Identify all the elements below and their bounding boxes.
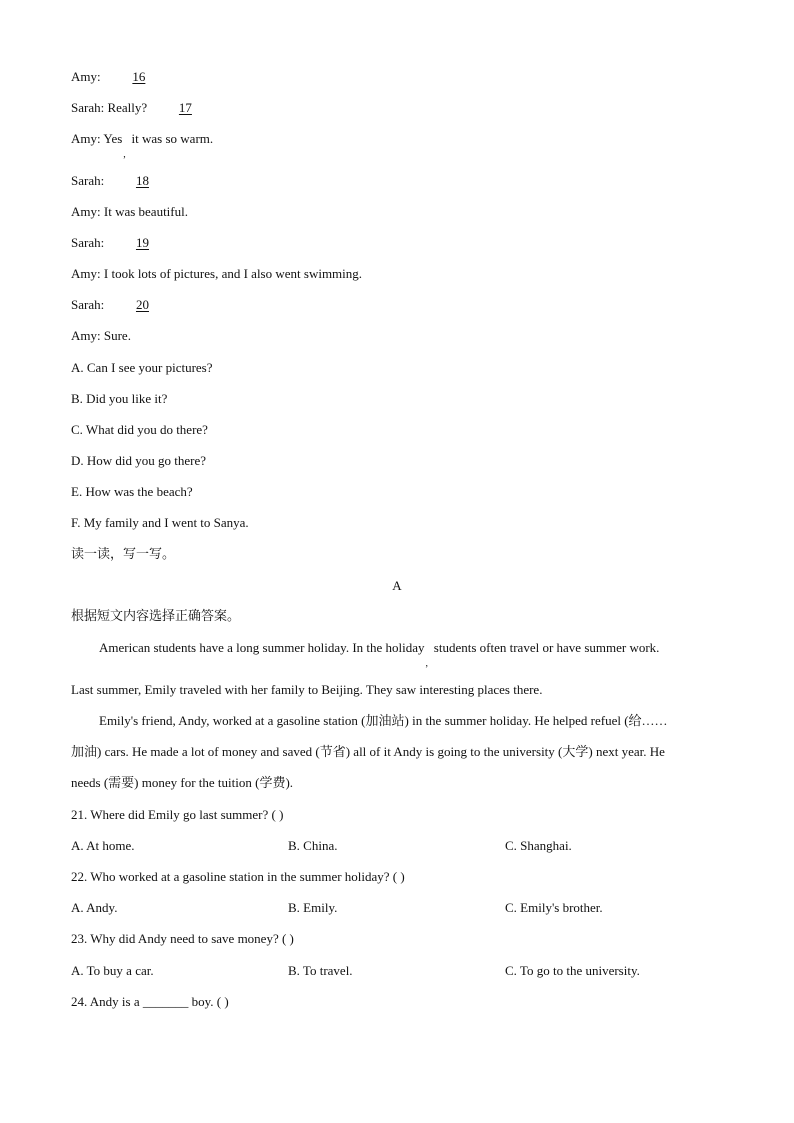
option-d: D. How did you go there?: [71, 453, 207, 468]
passage-line-1: American students have a long summer holiday. In the holiday students often travel or have summer work.: [99, 640, 660, 655]
dialogue-line-amy-pictures: [71, 266, 362, 282]
option-c: C. What did you do there?: [71, 422, 208, 437]
speaker: Amy:: [71, 266, 101, 281]
q21-option-a[interactable]: A. At home.: [71, 838, 135, 853]
option-a: A. Can I see your pictures?: [71, 360, 213, 375]
instruction: 根据短文内容选择正确答案。: [71, 609, 241, 624]
answer-blank-20[interactable]: 20: [135, 297, 149, 312]
q22-option-b[interactable]: B. Emily.: [288, 900, 338, 915]
passage-line-2: Last summer, Emily traveled with her family to Beijing. They saw interesting places there.: [71, 682, 543, 697]
dialogue-line-17: [71, 100, 220, 116]
question-22: 22. Who worked at a gasoline station in the summer holiday? ( ): [71, 869, 405, 884]
question-24: 24. Andy is a _______ boy. ( ): [71, 994, 229, 1009]
dialogue-line-18: [71, 173, 177, 189]
dialogue-line-amy-sure: [71, 328, 131, 344]
q21-option-c[interactable]: C. Shanghai.: [505, 838, 572, 853]
speaker: Sarah:: [71, 235, 105, 250]
dialogue-text: It was beautiful.: [103, 204, 188, 219]
dialogue-line-19: [71, 235, 177, 251]
q23-option-b[interactable]: B. To travel.: [288, 963, 353, 978]
passage-line-3: Emily's friend, Andy, worked at a gasoline station (加油站) in the summer holiday. He helped refuel (给……: [99, 713, 668, 728]
answer-blank-17[interactable]: 17: [178, 100, 192, 115]
passage-line-4: 加油) cars. He made a lot of money and saved (节省) all of it Andy is going to the university (大学) next year. He: [71, 744, 665, 759]
dialogue-text: I took lots of pictures, and I also went swimming.: [103, 266, 363, 281]
answer-blank-19[interactable]: 19: [135, 235, 149, 250]
dialogue-line-20: [71, 297, 177, 313]
speaker: Amy:: [71, 69, 101, 84]
option-e: E. How was the beach?: [71, 484, 193, 499]
section-title: 读一读，写一写。: [71, 547, 176, 562]
dialogue-line-amy-beautiful: [71, 204, 188, 220]
dialogue-line-16: [71, 69, 174, 85]
q21-option-b[interactable]: B. China.: [288, 838, 338, 853]
q23-option-a[interactable]: A. To buy a car.: [71, 963, 154, 978]
dialogue-line-amy-yes: [71, 131, 213, 147]
option-b: B. Did you like it?: [71, 391, 168, 406]
dialogue-text: Sure.: [103, 328, 131, 343]
passage-line-5: needs (需要) money for the tuition (学费).: [71, 775, 294, 790]
speaker: Amy:: [71, 328, 101, 343]
q22-option-c[interactable]: C. Emily's brother.: [505, 900, 603, 915]
speaker: Amy:: [71, 204, 101, 219]
q22-option-a[interactable]: A. Andy.: [71, 900, 118, 915]
part-label: A: [392, 578, 402, 593]
q23-option-c[interactable]: C. To go to the university.: [505, 963, 640, 978]
question-23: 23. Why did Andy need to save money? ( ): [71, 931, 294, 946]
speaker: Sarah:: [71, 173, 105, 188]
speaker: Sarah:: [71, 297, 105, 312]
option-f: F. My family and I went to Sanya.: [71, 515, 249, 530]
dialogue-text: it was so warm.: [131, 131, 214, 146]
speaker: Sarah: Really?: [71, 100, 148, 115]
answer-blank-18[interactable]: 18: [135, 173, 149, 188]
question-21: 21. Where did Emily go last summer? ( ): [71, 807, 284, 822]
speaker: Amy: Yes: [71, 131, 123, 146]
answer-blank-16[interactable]: 16: [132, 69, 146, 84]
